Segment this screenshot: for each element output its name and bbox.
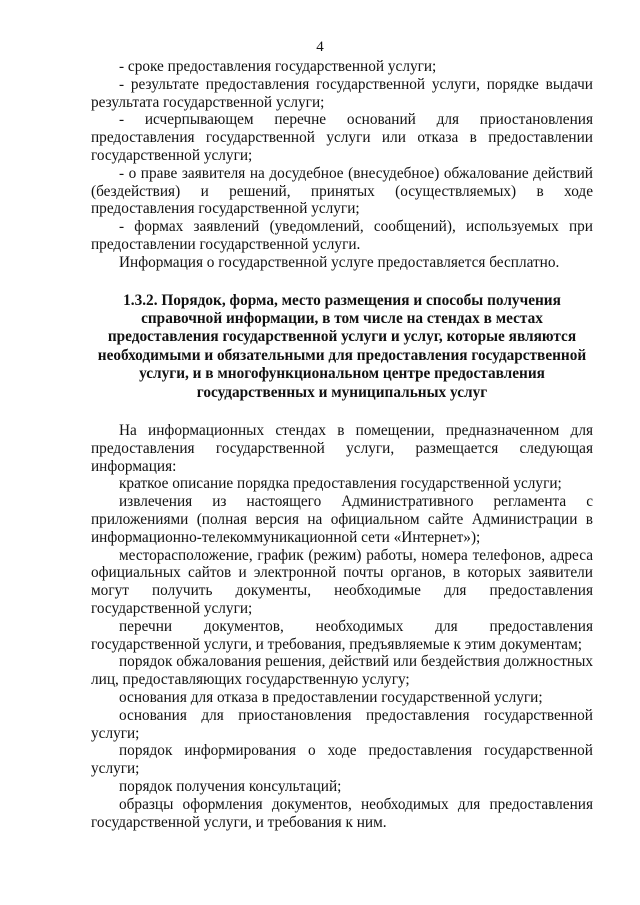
section-heading: 1.3.2. Порядок, форма, место размещения и способы получения справочной информации, в том числе на стендах в местах предоставления государственной услуги и услуг, которые являются необходимыми и обязательными для предоставления государственной услуги, и в многофункциональном центре предоставления государственных и муниципальных услуг xyxy=(97,291,587,401)
intro-paragraph: На информационных стендах в помещении, предназначенном для предоставления государственной услуги, размещается следующая информация: xyxy=(91,422,593,475)
list-item: порядок обжалования решения, действий или бездействия должностных лиц, предоставляющих государственную услугу; xyxy=(91,653,593,689)
list-item: основания для приостановления предоставления государственной услуги; xyxy=(91,706,593,742)
list-item: извлечения из настоящего Административного регламента с приложениями (полная версия на официальном сайте Администрации в информационно-телекоммуникационной сети «Интернет»); xyxy=(91,493,593,546)
list-item: - результате предоставления государственной услуги, порядке выдачи результата государственной услуги; xyxy=(91,75,593,111)
page-number: 4 xyxy=(316,39,324,55)
list-item: - о праве заявителя на досудебное (внесудебное) обжалование действий (бездействия) и решений, принятых (осуществляемых) в ходе предоставления государственной услуги; xyxy=(91,164,593,218)
list-item: - сроке предоставления государственной услуги; xyxy=(119,58,437,75)
list-item: перечни документов, необходимых для предоставления государственной услуги, и требования, предъявляемые к этим документам; xyxy=(91,617,593,653)
list-item: основания для отказа в предоставлении государственной услуги; xyxy=(119,688,543,706)
list-item: - формах заявлений (уведомлений, сообщений), используемых при предоставлении государственной услуги. xyxy=(91,218,593,253)
list-item: порядок информирования о ходе предоставления государственной услуги; xyxy=(91,742,593,778)
list-item: месторасположение, график (режим) работы, номера телефонов, адреса официальных сайтов и электронной почты органов, в которых заявители могут получить документы, необходимые для предоставления государственной услуги; xyxy=(91,546,593,617)
list-item: - исчерпывающем перечне оснований для приостановления предоставления государственной услуги или отказа в предоставлении государственной услуги; xyxy=(91,111,593,164)
page-body xyxy=(91,58,593,831)
list-item: краткое описание порядка предоставления государственной услуги; xyxy=(119,475,562,493)
list-item: порядок получения консультаций; xyxy=(119,777,342,795)
free-of-charge-note: Информация о государственной услуге предоставляется бесплатно. xyxy=(119,253,560,271)
list-item: образцы оформления документов, необходимых для предоставления государственной услуги, и требования к ним. xyxy=(91,795,593,831)
